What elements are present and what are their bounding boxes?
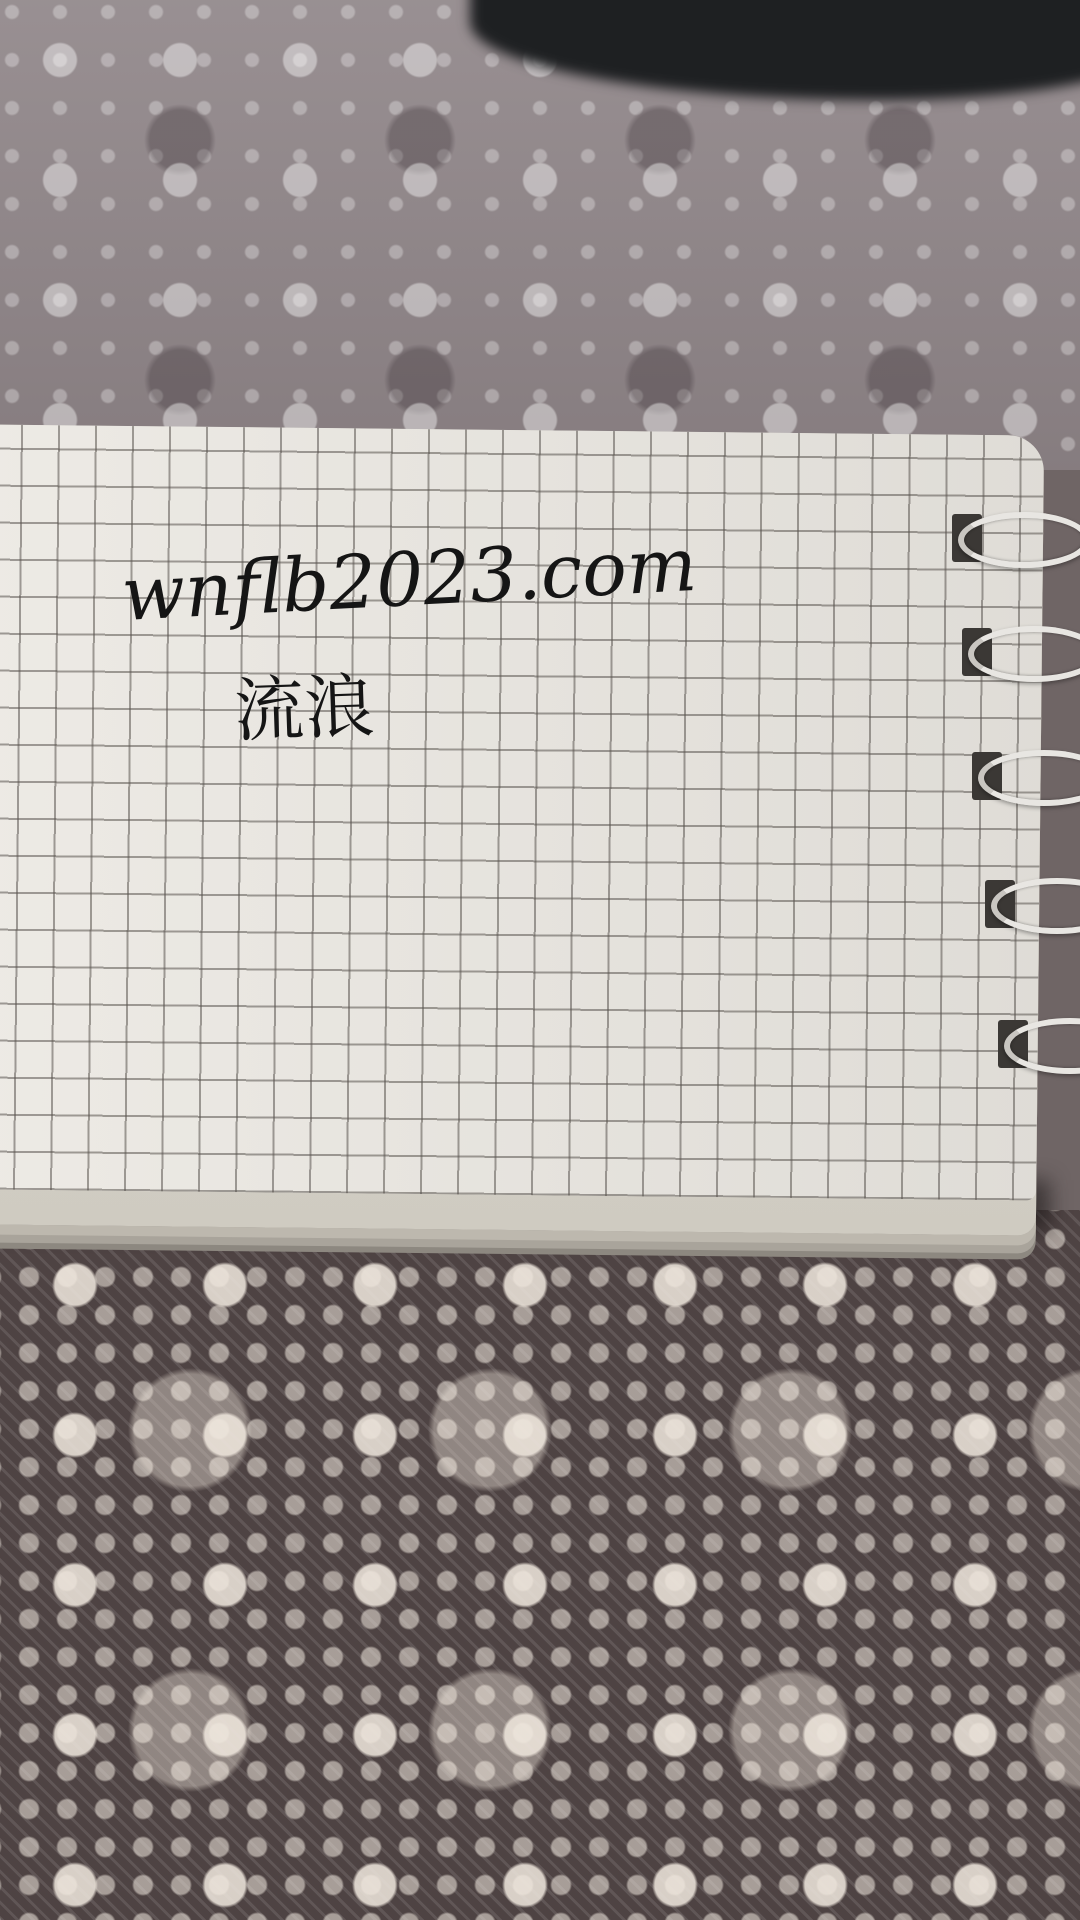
handwritten-url: wnflb2023.com <box>119 521 699 638</box>
handwritten-chinese: 流浪 <box>232 665 376 752</box>
spiral-ring <box>958 512 1080 568</box>
lace-tablecloth-bottom <box>0 1210 1080 1920</box>
handwriting <box>115 520 835 770</box>
